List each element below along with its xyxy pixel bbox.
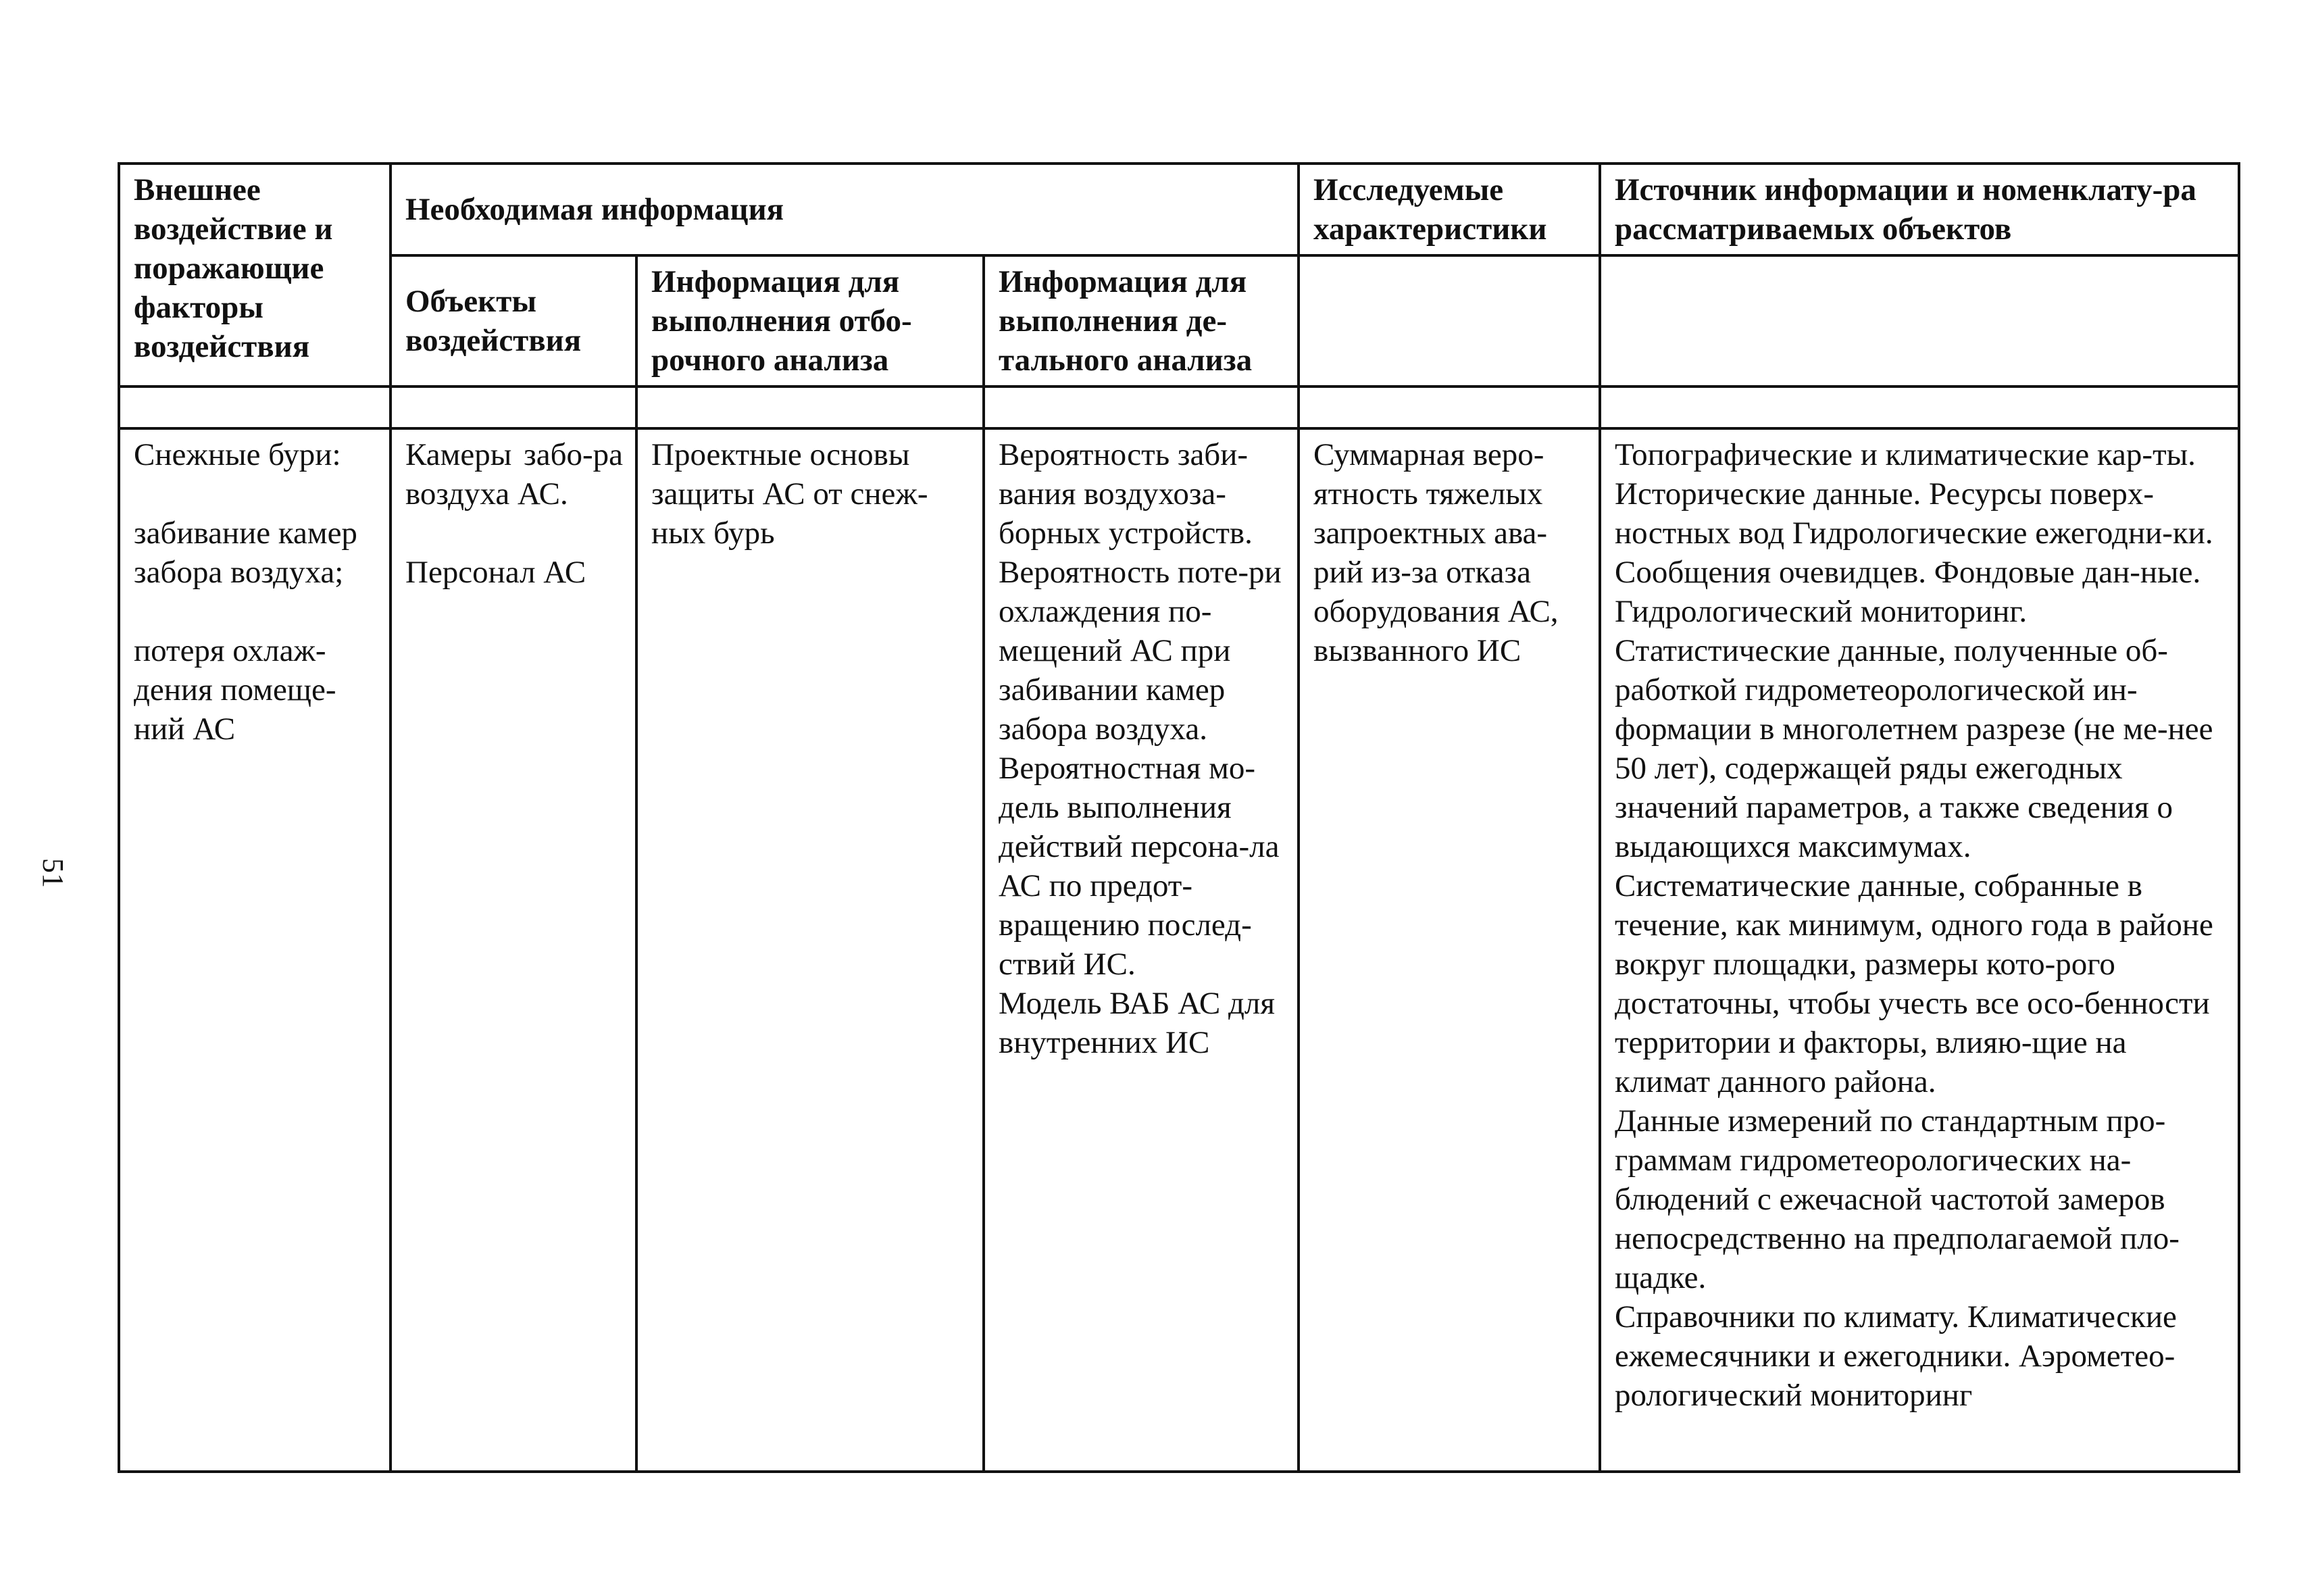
cell-screening: Проектные основы защиты АС от снеж-ных бурь — [636, 428, 984, 1472]
header-external-impact: Внешнее воздействие и поражающие факторы воздействия — [119, 164, 391, 386]
blank-cell — [1600, 386, 2239, 428]
header-info-source: Источник информации и номенклату-ра рассматриваемых объектов — [1600, 164, 2239, 255]
blank-cell — [636, 386, 984, 428]
header-blank-cell — [1299, 255, 1600, 386]
header-impact-objects: Объекты воздействия — [391, 255, 636, 386]
table-row — [119, 428, 2239, 1472]
blank-cell — [984, 386, 1299, 428]
header-characteristics: Исследуемые характеристики — [1299, 164, 1600, 255]
cell-objects: Камеры забо-ра воздуха АС. Персонал АС — [391, 428, 636, 1472]
header-screening-info: Информация для выполнения отбо-рочного анализа — [636, 255, 984, 386]
blank-cell — [119, 386, 391, 428]
data-table — [118, 162, 2240, 1473]
page-number: 51 — [36, 858, 70, 888]
cell-impact: Снежные бури: забивание камер забора воздуха; потеря охлаж-дения помеще-ний АС — [119, 428, 391, 1472]
header-blank-cell — [1600, 255, 2239, 386]
blank-cell — [391, 386, 636, 428]
cell-characteristics: Суммарная веро-ятность тяжелых запроектных ава-рий из-за отказа оборудования АС, вызванного ИС — [1299, 428, 1600, 1472]
cell-detailed: Вероятность заби-вания воздухоза-борных устройств. Вероятность поте-ри охлаждения по-мещений АС при забивании камер забора воздуха. Вероятностная мо-дель выполнения действий персона-ла АС по предот-вращению послед-ствий ИС. Модель ВАБ АС для внутренних ИС — [984, 428, 1299, 1472]
header-detailed-info: Информация для выполнения де-тального анализа — [984, 255, 1299, 386]
cell-source: Топографические и климатические кар-ты. Исторические данные. Ресурсы поверх-ностных вод Гидрологические ежегодни-ки. Сообщения очевидцев. Фондовые дан-ные. Гидрологический мониторинг. Статистические данные, полученные об-работкой гидрометеорологической ин-формации в многолетнем разрезе (не ме-нее 50 лет), содержащей ряды ежегодных значений параметров, а также сведения о выдающихся максимумах. Систематические данные, собранные в течение, как минимум, одного года в районе вокруг площадки, размеры кото-рого достаточны, чтобы учесть все осо-бенности территории и факторы, влияю-щие на климат данного района. Данные измерений по стандартным про-граммам гидрометеорологических на-блюдений с ежечасной частотой замеров непосредственно на предполагаемой пло-щадке. Справочники по климату. Климатические ежемесячники и ежегодники. Аэрометео-рологический мониторинг — [1600, 428, 2239, 1472]
header-required-info: Необходимая информация — [391, 164, 1299, 255]
blank-cell — [1299, 386, 1600, 428]
blank-row — [119, 386, 2239, 428]
